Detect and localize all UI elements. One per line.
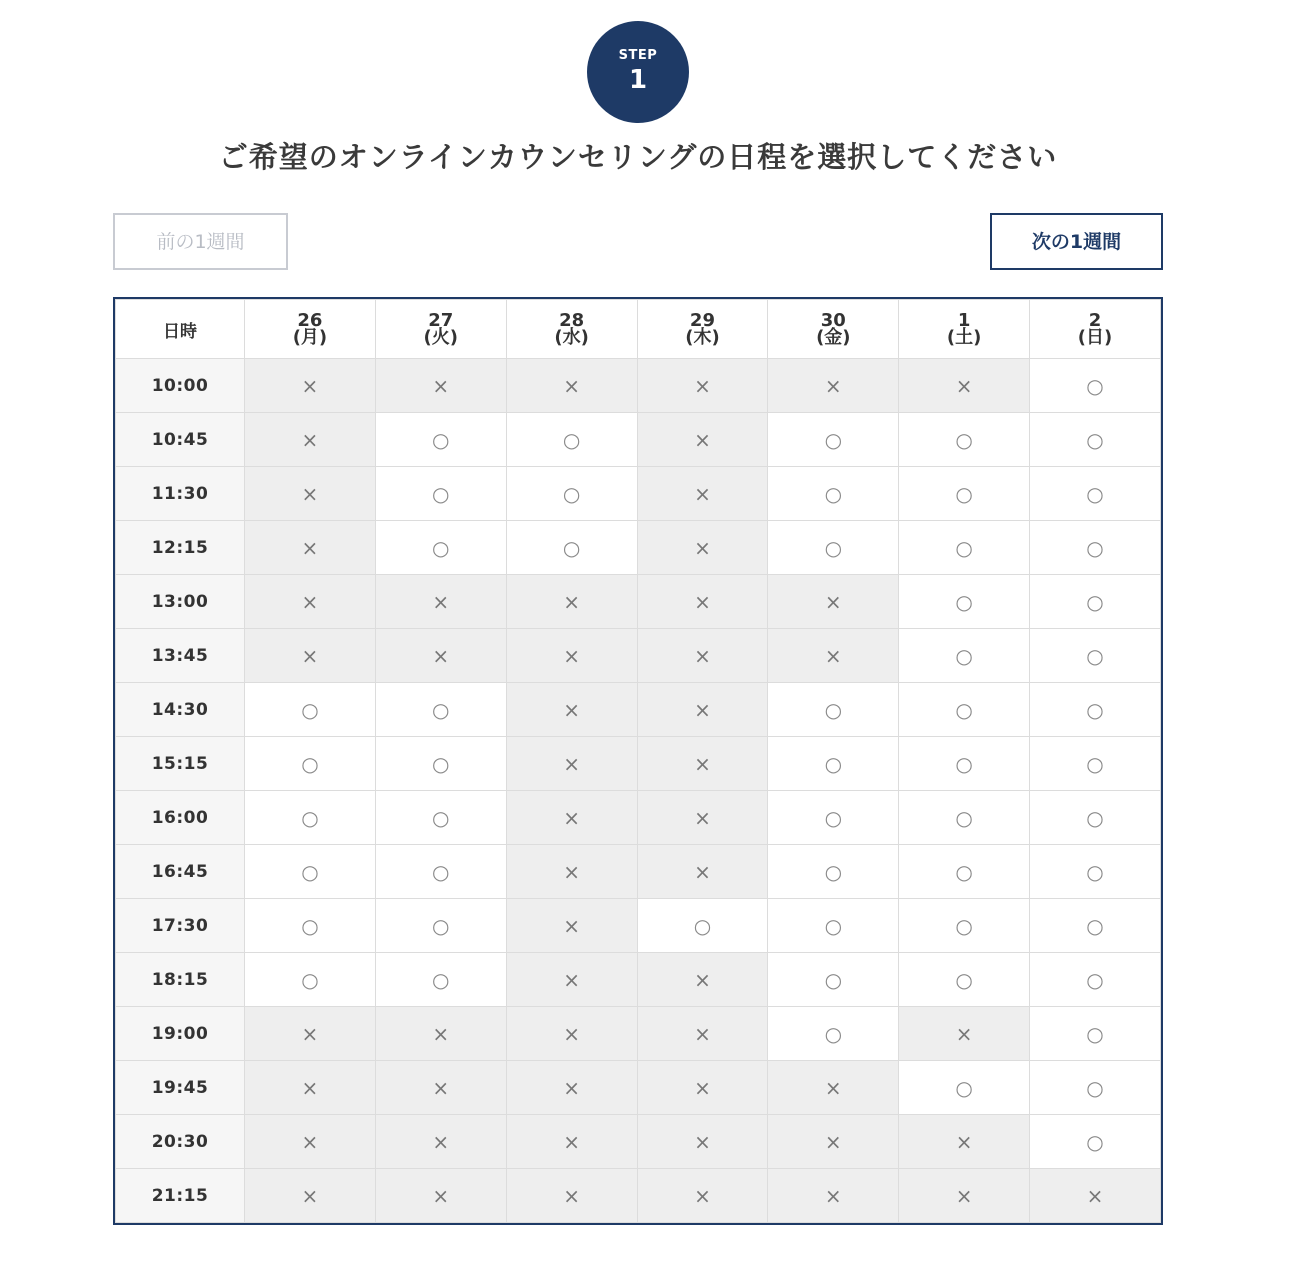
available-slot[interactable]: ○ <box>506 521 637 575</box>
unavailable-slot: × <box>637 629 768 683</box>
available-slot[interactable]: ○ <box>899 791 1030 845</box>
available-slot[interactable]: ○ <box>1030 521 1161 575</box>
unavailable-slot: × <box>1030 1169 1161 1223</box>
day-header <box>1030 300 1161 359</box>
unavailable-slot: × <box>637 359 768 413</box>
unavailable-slot: × <box>506 737 637 791</box>
unavailable-slot: × <box>768 575 899 629</box>
available-slot[interactable]: ○ <box>1030 1007 1161 1061</box>
unavailable-slot: × <box>506 899 637 953</box>
available-slot[interactable]: ○ <box>506 467 637 521</box>
available-slot[interactable]: ○ <box>375 899 506 953</box>
available-slot[interactable]: ○ <box>768 467 899 521</box>
unavailable-slot: × <box>245 359 376 413</box>
available-slot[interactable]: ○ <box>245 953 376 1007</box>
unavailable-slot: × <box>506 359 637 413</box>
available-slot[interactable]: ○ <box>899 413 1030 467</box>
unavailable-slot: × <box>637 845 768 899</box>
day-date: 1 <box>957 310 971 331</box>
available-slot[interactable]: ○ <box>768 899 899 953</box>
unavailable-slot: × <box>637 1061 768 1115</box>
available-slot[interactable]: ○ <box>1030 629 1161 683</box>
available-slot[interactable]: ○ <box>1030 791 1161 845</box>
available-slot[interactable]: ○ <box>899 683 1030 737</box>
unavailable-slot: × <box>637 791 768 845</box>
datetime-header: 日時 <box>116 300 245 359</box>
table-row <box>116 575 1161 629</box>
available-slot[interactable]: ○ <box>1030 737 1161 791</box>
time-label: 20:30 <box>116 1115 245 1169</box>
available-slot[interactable]: ○ <box>637 899 768 953</box>
available-slot[interactable]: ○ <box>899 737 1030 791</box>
time-label: 16:45 <box>116 845 245 899</box>
available-slot[interactable]: ○ <box>1030 467 1161 521</box>
available-slot[interactable]: ○ <box>375 521 506 575</box>
table-row <box>116 521 1161 575</box>
available-slot[interactable]: ○ <box>768 845 899 899</box>
unavailable-slot: × <box>637 737 768 791</box>
available-slot[interactable]: ○ <box>768 737 899 791</box>
table-row <box>116 413 1161 467</box>
available-slot[interactable]: ○ <box>1030 1115 1161 1169</box>
available-slot[interactable]: ○ <box>245 737 376 791</box>
unavailable-slot: × <box>506 1007 637 1061</box>
unavailable-slot: × <box>637 1169 768 1223</box>
day-date: 28 <box>559 310 585 331</box>
available-slot[interactable]: ○ <box>768 413 899 467</box>
unavailable-slot: × <box>506 1169 637 1223</box>
unavailable-slot: × <box>245 467 376 521</box>
time-label: 16:00 <box>116 791 245 845</box>
available-slot[interactable]: ○ <box>375 413 506 467</box>
table-row <box>116 791 1161 845</box>
table-row <box>116 359 1161 413</box>
table-row <box>116 683 1161 737</box>
table-row <box>116 845 1161 899</box>
available-slot[interactable]: ○ <box>506 413 637 467</box>
time-label: 14:30 <box>116 683 245 737</box>
day-date: 26 <box>297 310 323 331</box>
time-label: 12:15 <box>116 521 245 575</box>
unavailable-slot: × <box>506 629 637 683</box>
available-slot[interactable]: ○ <box>375 467 506 521</box>
day-weekday: (金) <box>816 327 851 348</box>
unavailable-slot: × <box>637 521 768 575</box>
day-weekday: (木) <box>685 327 720 348</box>
unavailable-slot: × <box>245 1007 376 1061</box>
next-week-button[interactable]: 次の1週間 <box>990 213 1163 270</box>
unavailable-slot: × <box>637 683 768 737</box>
available-slot[interactable]: ○ <box>899 899 1030 953</box>
available-slot[interactable]: ○ <box>768 791 899 845</box>
available-slot[interactable]: ○ <box>375 737 506 791</box>
schedule-table <box>113 297 1163 1225</box>
unavailable-slot: × <box>245 1061 376 1115</box>
unavailable-slot: × <box>245 1115 376 1169</box>
table-row <box>116 1061 1161 1115</box>
available-slot[interactable]: ○ <box>768 1007 899 1061</box>
available-slot[interactable]: ○ <box>1030 413 1161 467</box>
time-label: 15:15 <box>116 737 245 791</box>
available-slot[interactable]: ○ <box>899 629 1030 683</box>
available-slot[interactable]: ○ <box>1030 1061 1161 1115</box>
available-slot[interactable]: ○ <box>899 521 1030 575</box>
available-slot[interactable]: ○ <box>899 953 1030 1007</box>
time-label: 19:45 <box>116 1061 245 1115</box>
available-slot[interactable]: ○ <box>1030 953 1161 1007</box>
available-slot[interactable]: ○ <box>768 953 899 1007</box>
day-weekday: (土) <box>946 327 982 348</box>
unavailable-slot: × <box>245 413 376 467</box>
unavailable-slot: × <box>375 1061 506 1115</box>
unavailable-slot: × <box>375 1169 506 1223</box>
previous-week-button[interactable]: 前の1週間 <box>113 213 288 270</box>
unavailable-slot: × <box>375 1007 506 1061</box>
unavailable-slot: × <box>637 1115 768 1169</box>
step-number: 1 <box>628 65 648 95</box>
header-row <box>116 300 1161 359</box>
available-slot[interactable]: ○ <box>899 467 1030 521</box>
unavailable-slot: × <box>245 1169 376 1223</box>
unavailable-slot: × <box>768 629 899 683</box>
day-weekday: (火) <box>423 327 458 348</box>
day-date: 29 <box>689 310 715 331</box>
unavailable-slot: × <box>375 359 506 413</box>
available-slot[interactable]: ○ <box>245 683 376 737</box>
unavailable-slot: × <box>245 575 376 629</box>
unavailable-slot: × <box>245 629 376 683</box>
unavailable-slot: × <box>768 1169 899 1223</box>
unavailable-slot: × <box>506 1115 637 1169</box>
step-label: STEP <box>618 48 658 63</box>
table-row <box>116 1115 1161 1169</box>
available-slot[interactable]: ○ <box>768 683 899 737</box>
unavailable-slot: × <box>245 521 376 575</box>
unavailable-slot: × <box>506 953 637 1007</box>
time-label: 18:15 <box>116 953 245 1007</box>
unavailable-slot: × <box>637 467 768 521</box>
unavailable-slot: × <box>506 683 637 737</box>
time-label: 11:30 <box>116 467 245 521</box>
available-slot[interactable]: ○ <box>375 683 506 737</box>
available-slot[interactable]: ○ <box>375 953 506 1007</box>
unavailable-slot: × <box>899 1115 1030 1169</box>
day-header <box>899 300 1030 359</box>
day-header <box>768 300 899 359</box>
schedule-grid <box>115 299 1161 1223</box>
unavailable-slot: × <box>899 1007 1030 1061</box>
table-row <box>116 899 1161 953</box>
available-slot[interactable]: ○ <box>245 899 376 953</box>
schedule-body <box>116 359 1161 1223</box>
unavailable-slot: × <box>506 1061 637 1115</box>
table-row <box>116 953 1161 1007</box>
unavailable-slot: × <box>899 359 1030 413</box>
unavailable-slot: × <box>637 413 768 467</box>
day-date: 27 <box>428 310 454 331</box>
time-label: 21:15 <box>116 1169 245 1223</box>
unavailable-slot: × <box>506 791 637 845</box>
available-slot[interactable]: ○ <box>768 521 899 575</box>
time-label: 10:45 <box>116 413 245 467</box>
day-header <box>375 300 506 359</box>
available-slot[interactable]: ○ <box>1030 359 1161 413</box>
table-row <box>116 1169 1161 1223</box>
day-weekday: (月) <box>292 327 328 348</box>
available-slot[interactable]: ○ <box>245 845 376 899</box>
step-badge <box>587 21 689 123</box>
unavailable-slot: × <box>768 359 899 413</box>
available-slot[interactable]: ○ <box>375 791 506 845</box>
time-label: 13:00 <box>116 575 245 629</box>
time-label: 17:30 <box>116 899 245 953</box>
day-weekday: (日) <box>1077 327 1113 348</box>
available-slot[interactable]: ○ <box>375 845 506 899</box>
unavailable-slot: × <box>768 1115 899 1169</box>
page-title: ご希望のオンラインカウンセリングの日程を選択してください <box>218 140 1058 174</box>
day-weekday: (水) <box>554 327 589 348</box>
available-slot[interactable]: ○ <box>899 575 1030 629</box>
table-row <box>116 467 1161 521</box>
unavailable-slot: × <box>768 1061 899 1115</box>
time-label: 13:45 <box>116 629 245 683</box>
available-slot[interactable]: ○ <box>1030 575 1161 629</box>
unavailable-slot: × <box>506 575 637 629</box>
table-row <box>116 1007 1161 1061</box>
time-label: 10:00 <box>116 359 245 413</box>
table-row <box>116 737 1161 791</box>
available-slot[interactable]: ○ <box>1030 845 1161 899</box>
table-row <box>116 629 1161 683</box>
time-label: 19:00 <box>116 1007 245 1061</box>
unavailable-slot: × <box>637 953 768 1007</box>
unavailable-slot: × <box>899 1169 1030 1223</box>
day-date: 30 <box>820 310 846 331</box>
unavailable-slot: × <box>637 575 768 629</box>
unavailable-slot: × <box>375 575 506 629</box>
day-header <box>506 300 637 359</box>
unavailable-slot: × <box>506 845 637 899</box>
available-slot[interactable]: ○ <box>1030 683 1161 737</box>
unavailable-slot: × <box>375 1115 506 1169</box>
available-slot[interactable]: ○ <box>1030 899 1161 953</box>
available-slot[interactable]: ○ <box>899 845 1030 899</box>
unavailable-slot: × <box>375 629 506 683</box>
day-header <box>637 300 768 359</box>
available-slot[interactable]: ○ <box>245 791 376 845</box>
available-slot[interactable]: ○ <box>899 1061 1030 1115</box>
day-header <box>245 300 376 359</box>
day-date: 2 <box>1088 310 1102 331</box>
unavailable-slot: × <box>637 1007 768 1061</box>
